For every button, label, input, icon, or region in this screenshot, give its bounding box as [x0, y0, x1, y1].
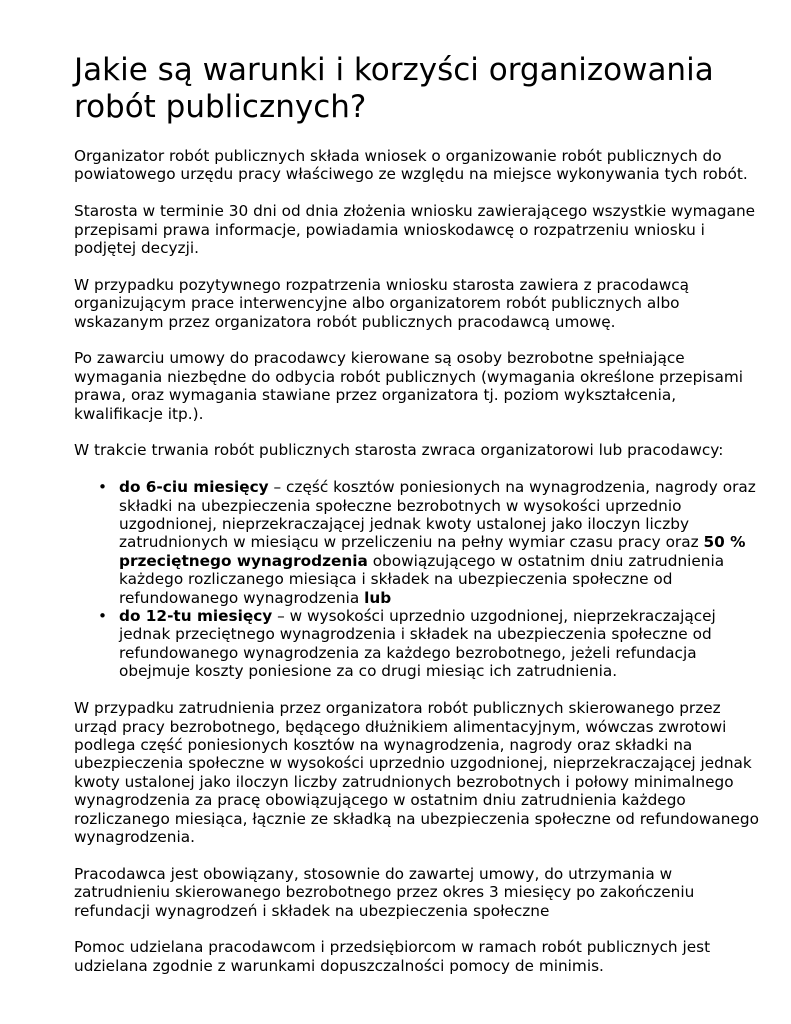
refund-list	[74, 478, 764, 680]
paragraph-employment-obligation: Pracodawca jest obowiązany, stosownie do zawartej umowy, do utrzymania w zatrudnieniu skierowanego bezrobotnego przez okres 3 miesięcy po zakończeniu refundacji wynagrodzeń i składek na ubezpieczenia społeczne	[74, 864, 695, 920]
list-item-6-months	[98, 478, 764, 607]
list-item-12-months	[98, 607, 764, 681]
paragraph-agreement: W przypadku pozytywnego rozpatrzenia wniosku starosta zawiera z pracodawcą organizującym prace interwencyjne albo organizatorem robót publicznych albo wskazanym przez organizatora robót publicznych pracodawcą umowę.	[74, 275, 689, 331]
bullet-icon: •	[98, 478, 108, 497]
list-item-text: – w wysokości uprzednio uzgodnionej, nieprzekraczającej jednak przeciętnego wynagrodzenia i składek na ubezpieczenia społeczne od refundowanego wynagrodzenia za każdego bezrobotnego, jeżeli refundacja obejmuje koszty poniesione za co drugi miesiąc ich zatrudnienia.	[119, 607, 716, 681]
list-item-emphasis: 50 % przeciętnego wynagrodzenia	[119, 533, 746, 570]
list-item-term: do 6-ciu miesięcy	[119, 478, 269, 497]
paragraph-referral: Po zawarciu umowy do pracodawcy kierowane są osoby bezrobotne spełniające wymagania niezbędne do odbycia robót publicznych (wymagania określone przepisami prawa, oraz wymagania stawiane przez organizatora tj. poziom wykształcenia, kwalifikacje itp.).	[74, 349, 744, 423]
list-item-conjunction: lub	[364, 588, 392, 607]
bullet-icon: •	[98, 607, 108, 626]
paragraph-application: Organizator robót publicznych składa wniosek o organizowanie robót publicznych do powiatowego urzędu pracy właściwego ze względu na miejsce wykonywania tych robót.	[74, 147, 748, 184]
document-page	[74, 52, 764, 994]
paragraph-refund-intro: W trakcie trwania robót publicznych starosta zwraca organizatorowi lub pracodawcy:	[74, 441, 724, 460]
list-item-term: do 12-tu miesięcy	[119, 607, 273, 626]
page-title: Jakie są warunki i korzyści organizowania robót publicznych?	[74, 52, 714, 125]
list-item-text: – część kosztów poniesionych na wynagrodzenia, nagrody oraz składki na ubezpieczenia społeczne bezrobotnych w wysokości uprzednio uzgodnionej, nieprzekraczającej jednak kwoty ustalonej jako iloczyn liczby zatrudnionych w miesiącu w przeliczeniu na pełny wymiar czasu pracy oraz	[119, 478, 756, 552]
paragraph-alimony-debtor: W przypadku zatrudnienia przez organizatora robót publicznych skierowanego przez urząd pracy bezrobotnego, będącego dłużnikiem alimentacyjnym, wówczas zwrotowi podlega część poniesionych kosztów na wynagrodzenia, nagrody oraz składki na ubezpieczenia społeczne w wysokości uprzednio uzgodnionej, nieprzekraczającej jednak kwoty ustalonej jako iloczyn liczby zatrudnionych bezrobotnych i połowy minimalnego wynagrodzenia za pracę obowiązującego w ostatnim dniu zatrudnienia każdego rozliczanego miesiąca, łącznie ze składką na ubezpieczenia społeczne od refundowanego wynagrodzenia.	[74, 699, 759, 846]
list-item-text: obowiązującego w ostatnim dniu zatrudnienia każdego rozliczanego miesiąca i składek na ubezpieczenia społeczne od refundowanego wynagrodzenia	[119, 551, 725, 607]
paragraph-de-minimis: Pomoc udzielana pracodawcom i przedsiębiorcom w ramach robót publicznych jest udzielana zgodnie z warunkami dopuszczalności pomocy de minimis.	[74, 938, 711, 975]
paragraph-decision: Starosta w terminie 30 dni od dnia złożenia wniosku zawierającego wszystkie wymagane przepisami prawa informacje, powiadamia wnioskodawcę o rozpatrzeniu wniosku i podjętej decyzji.	[74, 202, 756, 258]
